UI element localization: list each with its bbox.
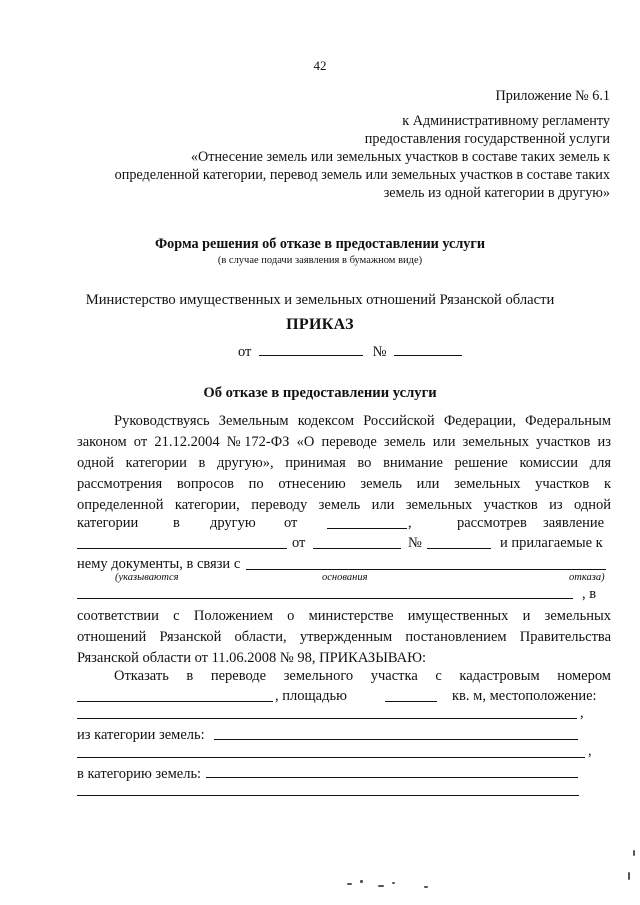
scan-speck <box>360 880 363 883</box>
appendix-line-2: предоставления государственной услуги <box>364 131 610 147</box>
location-comma: , <box>580 705 584 721</box>
application-number-field <box>427 548 491 549</box>
order-subject: Об отказе в предоставлении услуги <box>203 385 437 401</box>
reason-intro: нему документы, в связи с <box>77 556 241 572</box>
page-number: 42 <box>313 58 327 73</box>
row-in-word: в <box>173 515 180 531</box>
body-line-1: Руководствуясь Земельным кодексом Российской Федерации, Федеральным <box>114 413 611 429</box>
hint-refusal: отказа) <box>569 572 605 583</box>
applicant-field <box>77 548 287 549</box>
row-comma: , <box>408 515 412 531</box>
scan-speck <box>378 885 384 887</box>
body-line-3: одной категории в другую», принимая во внимание решение комиссии для <box>77 455 611 471</box>
to-category-continuation-field <box>77 795 579 796</box>
body-line-4: рассмотрения вопросов по отнесению земель или земельных участков к <box>77 476 611 492</box>
appendix-line-3: «Отнесение земель или земельных участков в составе таких земель к <box>190 149 610 165</box>
reason-field <box>246 569 606 570</box>
order-date-label: от <box>238 344 252 360</box>
from-category-continuation-field <box>77 757 585 758</box>
reason-tail: , в <box>582 586 597 602</box>
body-line-5: определенной категории, переводу земель или земельных участков из одной <box>77 497 611 513</box>
refuse-line: Отказать в переводе земельного участка с кадастровым номером <box>114 668 611 684</box>
appendix-line-1: к Административному регламенту <box>402 113 610 129</box>
cadastral-number-field <box>77 701 273 702</box>
hint-specify: (указываются <box>115 572 179 583</box>
row-application-word: заявление <box>543 515 605 531</box>
form-note: (в случае подачи заявления в бумажном виде) <box>217 255 423 266</box>
area-field <box>385 701 437 702</box>
appendix-line-4: определенной категории, перевод земель или земельных участков в составе таких <box>114 167 610 183</box>
order-number-label: № <box>372 344 387 360</box>
to-category-field <box>206 777 578 778</box>
from-category-field <box>214 739 578 740</box>
scan-speck <box>347 883 352 885</box>
attached-docs-text: и прилагаемые к <box>500 535 603 551</box>
appendix-number: Приложение № 6.1 <box>495 88 610 104</box>
body-line-10: соответствии с Положением о министерстве имущественных и земельных <box>77 608 611 624</box>
area-label: , площадью <box>275 688 347 704</box>
row-category-word: категории <box>77 515 139 531</box>
hint-grounds: основания <box>322 572 368 583</box>
from-category-label: из категории земель: <box>77 727 205 743</box>
location-field <box>77 718 577 719</box>
scan-speck <box>392 882 395 884</box>
order-date-field <box>259 342 363 356</box>
application-number-label: № <box>408 535 422 551</box>
body-line-12: Рязанской области от 11.06.2008 № 98, ПРИКАЗЫВАЮ: <box>77 650 427 666</box>
order-number-field <box>394 342 462 356</box>
reason-continuation-field <box>77 598 573 599</box>
application-date-label: от <box>292 535 306 551</box>
row-reviewed-word: рассмотрев <box>457 515 527 531</box>
to-category-label: в категорию земель: <box>77 766 202 782</box>
order-title: ПРИКАЗ <box>286 316 354 333</box>
scan-speck <box>628 872 630 880</box>
appendix-line-5: земель из одной категории в другую» <box>383 185 610 201</box>
commission-date-field <box>327 528 407 529</box>
form-title: Форма решения об отказе в предоставлении услуги <box>154 236 486 252</box>
body-line-11: отношений Рязанской области, утвержденным постановлением Правительства <box>77 629 611 645</box>
order-date-line <box>238 342 462 361</box>
ministry-name: Министерство имущественных и земельных отношений Рязанской области <box>85 292 555 308</box>
body-line-2: законом от 21.12.2004 №172-ФЗ «О переводе земель или земельных участков из <box>77 434 611 450</box>
scan-speck <box>424 886 428 888</box>
row-from-word: от <box>284 515 298 531</box>
row-other-word: другую <box>210 515 256 531</box>
from-category-comma: , <box>588 743 592 759</box>
location-label: кв. м, местоположение: <box>452 688 597 704</box>
application-date-field <box>313 548 401 549</box>
scan-speck <box>633 850 635 856</box>
